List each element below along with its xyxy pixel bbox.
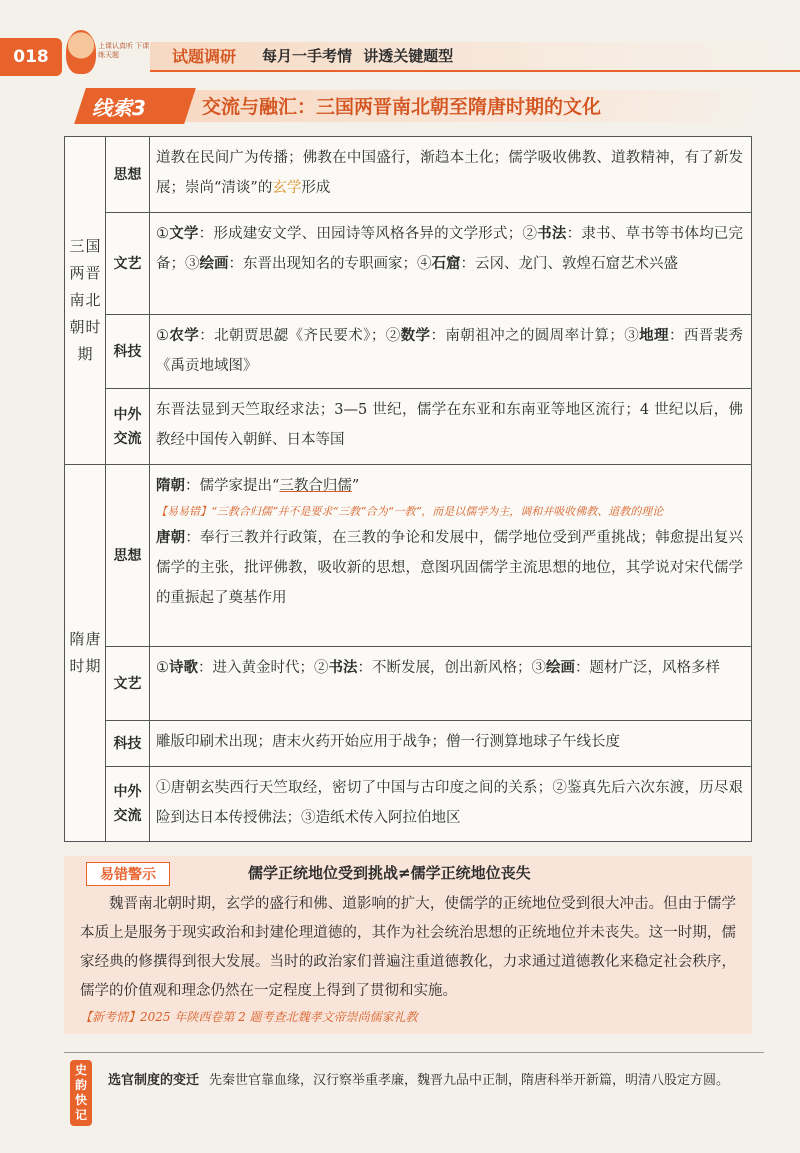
page-header: [0, 0, 800, 80]
row-content: 东晋法显到天竺取经求法；3—5 世纪，儒学在东亚和东南亚等地区流行；4 世纪以后，佛教经中国传入朝鲜、日本等国: [156, 402, 743, 448]
table-row: [106, 465, 751, 647]
category-cell: 思想: [106, 137, 150, 212]
section-banner: [62, 88, 762, 124]
category-cell: 文艺: [106, 647, 150, 720]
mnemonic-note: [108, 1068, 768, 1094]
section-label: 线索3: [92, 96, 146, 120]
table-row: [106, 389, 751, 465]
header-title: 试题调研: [172, 47, 237, 66]
era-label: 隋唐时期: [69, 630, 102, 675]
header-divider: [150, 70, 800, 72]
warning-body: 魏晋南北朝时期，玄学的盛行和佛、道影响的扩大，使儒学的正统地位受到很大冲击。但由于儒学本质上是服务于现实政治和封建伦理道德的，其作为社会统治思想的正统地位并未丧失。这一时期，儒家经典的修撰得到很大发展。当时的政治家们普遍注重道德教化，力求通过道德教化来稳定社会秩序，儒学的价值观和理念仍然在一定程度上得到了贯彻和实施。: [80, 896, 736, 999]
table-row: [106, 315, 751, 389]
culture-table: [64, 136, 752, 842]
page-number: 018: [0, 38, 62, 76]
mnemonic-label: 选官制度的变迁: [108, 1073, 200, 1088]
category-cell: 文艺: [106, 213, 150, 314]
row-content: ①文学：形成建安文学、田园诗等风格各异的文学形式；②书法：隶书、草书等书体均已完备；③绘画：东晋出现知名的专职画家；④石窟：云冈、龙门、敦煌石窟艺术兴盛: [156, 226, 744, 272]
category-cell: 中外交流: [106, 389, 150, 464]
warning-tag: 易错警示: [86, 862, 170, 886]
row-content: 道教在民间广为传播；佛教在中国盛行，渐趋本土化；儒学吸收佛教、道教精神，有了新发展；崇尚“清谈”的玄学形成: [156, 150, 743, 196]
table-row: [106, 647, 751, 721]
highlight-term: 三教合归儒: [279, 478, 352, 494]
mnemonic-text: 先秦世官靠血缘，汉行察举重孝廉，魏晋九品中正制，隋唐科举开新篇，明清八股定方圆。: [209, 1073, 730, 1088]
table-row: [106, 721, 751, 767]
error-prone-note: 【易易错】“三教合归儒”并不是要求“三教”合为“一教”，而是以儒学为主，调和并吸收佛教、道教的理论: [156, 505, 664, 518]
row-content: 隋朝：儒学家提出“三教合归儒” 【易易错】“三教合归儒”并不是要求“三教”合为“一教”，而是以儒学为主，调和并吸收佛教、道教的理论 唐朝：奉行三教并行政策，在三教的争论和发展中，儒学地位受到严重挑战；韩愈提出复兴儒学的主张，批评佛教，吸收新的思想，意图巩固儒学主流思想的地位，其学说对宋代儒学的重振起了奠基作用: [156, 478, 743, 606]
header-motto: 上课认真听 下课练天题: [98, 42, 150, 59]
row-content: ①诗歌：进入黄金时代；②书法：不断发展，创出新风格；③绘画：题材广泛，风格多样: [156, 660, 720, 676]
era-cell-sanguo: [65, 137, 106, 465]
table-row: [106, 213, 751, 315]
warning-title: 儒学正统地位受到挑战≠儒学正统地位丧失: [248, 864, 531, 882]
category-cell: 思想: [106, 465, 150, 646]
table-row: [106, 767, 751, 841]
era-cell-suitang: [65, 465, 106, 841]
header-subtitle: 每月一手考情 讲透关键题型: [262, 47, 454, 65]
category-cell: 中外交流: [106, 767, 150, 841]
table-row: [106, 137, 751, 213]
new-exam-note: 【新考情】2025 年陕西卷第 2 题考查北魏孝文帝崇尚儒家礼教: [80, 1010, 418, 1024]
side-tab: 史韵快记: [70, 1060, 92, 1126]
row-content: ①农学：北朝贾思勰《齐民要术》；②数学：南朝祖冲之的圆周率计算；③地理：西晋裴秀《禹贡地域图》: [156, 328, 744, 374]
bottom-divider: [64, 1052, 764, 1053]
row-content: ①唐朝玄奘西行天竺取经，密切了中国与古印度之间的关系；②鉴真先后六次东渡，历尽艰险到达日本传授佛法；③造纸术传入阿拉伯地区: [156, 780, 743, 826]
row-content: 雕版印刷术出现；唐末火药开始应用于战争；僧一行测算地球子午线长度: [156, 734, 620, 750]
mascot-icon: [66, 30, 96, 74]
category-cell: 科技: [106, 721, 150, 766]
era-label: 三国两晋南北朝时期: [69, 237, 102, 363]
section-title: 交流与融汇：三国两晋南北朝至隋唐时期的文化: [202, 96, 602, 118]
era-column: [65, 137, 106, 841]
warning-box: [64, 856, 752, 1034]
category-cell: 科技: [106, 315, 150, 388]
header-band: [150, 42, 800, 70]
highlight-term: 玄学: [272, 180, 302, 196]
